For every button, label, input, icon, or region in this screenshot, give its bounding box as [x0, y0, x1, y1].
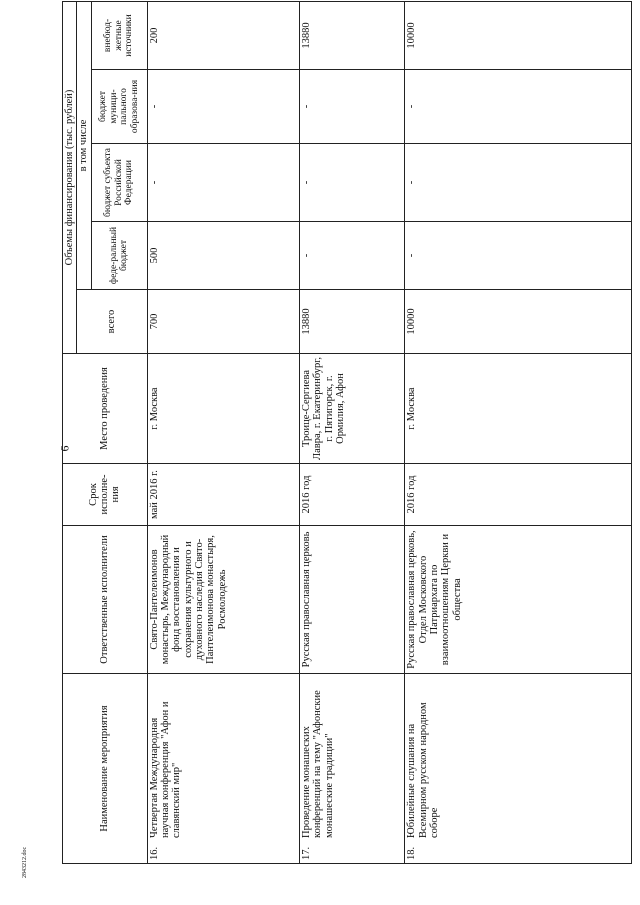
cell-place: г. Москва [147, 354, 299, 464]
cell-federal: - [405, 222, 632, 290]
header-municipal: бюджет муници-пального образова-ния [91, 70, 147, 144]
cell-municipal: - [300, 70, 405, 144]
cell-responsible: Свято-Пантелеимонов монастырь, Международный фонд восстановления и сохранения культурного и духовного наследия Свято-Пантелеимонова монастыря, Росмолодежь [147, 526, 299, 674]
financing-table [62, 1, 632, 864]
cell-place: г. Москва [405, 354, 632, 464]
cell-total: 13880 [300, 290, 405, 354]
cell-federal: - [300, 222, 405, 290]
row-name: Проведение монашеских конференций на тему "Афонские монашеские традиции" [301, 690, 335, 838]
header-name: Наименование мероприятия [63, 674, 148, 864]
row-number: 17. [301, 846, 313, 860]
cell-total: 700 [147, 290, 299, 354]
header-financing: Объемы финансирования (тыс. рублей) [63, 2, 77, 354]
cell-extra: 10000 [405, 2, 632, 70]
table-row [405, 2, 632, 864]
cell-extra: 13880 [300, 2, 405, 70]
cell-place: Троице-Сергиева Лавра, г. Екатеринбург, г. Пятигорск, г. Ормилия, Афон [300, 354, 405, 464]
cell-extra: 200 [147, 2, 299, 70]
row-name: Четвертая Международная научная конференция "Афон и славянский мир" [148, 701, 183, 838]
cell-name [405, 674, 632, 864]
cell-name [147, 674, 299, 864]
rotated-table-container [62, 2, 632, 864]
page-number: 6 [57, 445, 72, 452]
cell-municipal: - [147, 70, 299, 144]
header-total: всего [77, 290, 147, 354]
table-row [147, 2, 299, 864]
header-term: Срок исполне-ния [63, 464, 148, 526]
cell-subject: - [300, 144, 405, 222]
cell-total: 10000 [405, 290, 632, 354]
header-including: в том числе [77, 2, 91, 290]
cell-responsible: Русская православная церковь [300, 526, 405, 674]
cell-name [300, 674, 405, 864]
cell-subject: - [405, 144, 632, 222]
row-number: 18. [406, 846, 418, 860]
cell-federal: 500 [147, 222, 299, 290]
header-place: Место проведения [63, 354, 148, 464]
header-subject: бюджет субъекта Российской Федерации [91, 144, 147, 222]
cell-municipal: - [405, 70, 632, 144]
cell-term: май 2016 г. [147, 464, 299, 526]
cell-subject: - [147, 144, 299, 222]
cell-responsible: Русская православная церковь, Отдел Московского Патриархата по взаимоотношениям Церкви и общества [405, 526, 632, 674]
table-row [300, 2, 405, 864]
row-number: 16. [148, 846, 160, 860]
header-responsible: Ответственные исполнители [63, 526, 148, 674]
document-id: 2843212.doc [22, 846, 28, 878]
header-extra: внебюд-жетные источники [91, 2, 147, 70]
cell-term: 2016 год [300, 464, 405, 526]
row-name: Юбилейные слушания на Всемирном русском народном соборе [406, 702, 441, 838]
cell-term: 2016 год [405, 464, 632, 526]
header-federal: феде-ральный бюджет [91, 222, 147, 290]
